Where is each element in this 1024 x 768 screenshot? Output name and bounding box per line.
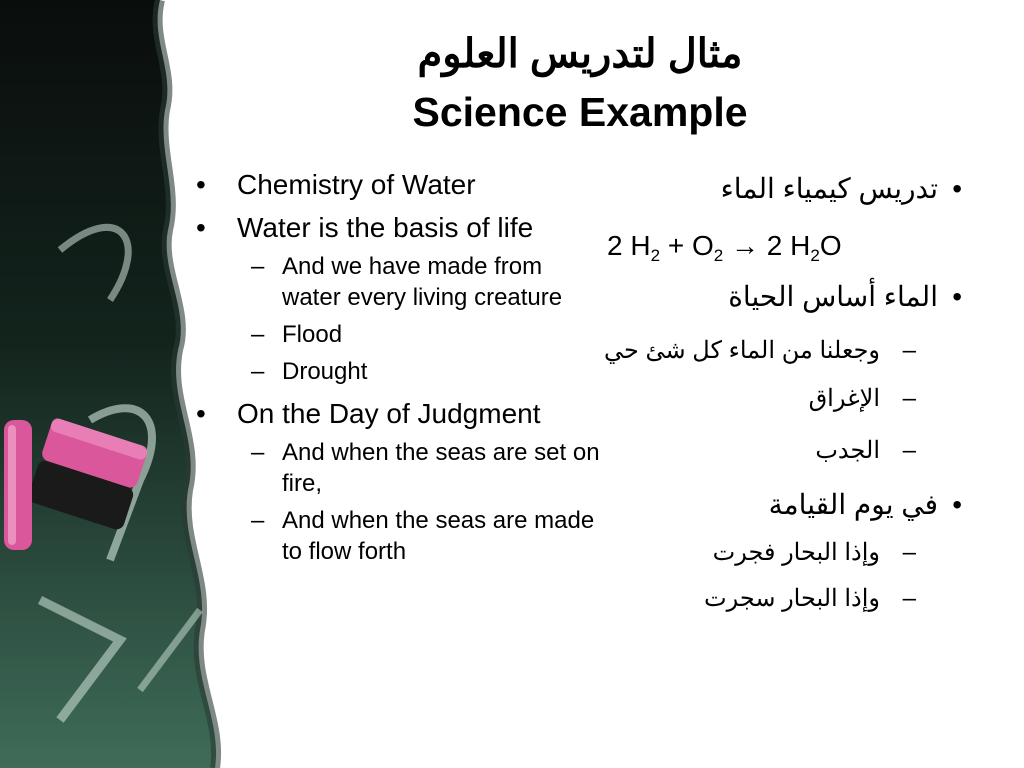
list-item: • Water is the basis of life xyxy=(196,209,601,246)
dash-icon: – xyxy=(902,585,916,612)
bullet-icon: • xyxy=(196,398,206,429)
bullet-icon: • xyxy=(196,169,206,200)
english-list xyxy=(196,166,601,567)
title-arabic: مثال لتدريس العلوم xyxy=(417,32,743,76)
sub-list-item: – الجدب xyxy=(815,437,916,464)
bullet-icon: • xyxy=(196,212,206,243)
list-item: • تدريس كيمياء الماء xyxy=(600,170,990,208)
sub-list-item: – وإذا البحار سجرت xyxy=(703,585,916,612)
sub-list-item: – الإغراق xyxy=(808,385,916,412)
dash-icon: – xyxy=(251,439,265,466)
list-item: • Chemistry of Water xyxy=(196,166,601,203)
sub-list-item: – And when the seas are set on fire, xyxy=(251,439,600,497)
sub-list-item: – وإذا البحار فجرت xyxy=(712,539,916,566)
dash-icon: – xyxy=(251,507,265,534)
dash-icon: – xyxy=(902,385,916,412)
list-item: • في يوم القيامة xyxy=(600,486,990,524)
sub-list-item: – And when the seas are made to flow forth xyxy=(251,507,595,565)
dash-icon: – xyxy=(251,253,265,280)
dash-icon: – xyxy=(902,437,916,464)
chemical-equation: 2 $H_2 + O_2 \to 2$ $H_2O$ xyxy=(607,230,842,265)
dash-icon: – xyxy=(902,539,916,566)
list-item: • On the Day of Judgment xyxy=(196,395,601,432)
bullet-icon: • xyxy=(952,489,962,520)
title-english: Science Example xyxy=(412,89,748,135)
dash-icon: – xyxy=(251,358,265,385)
dash-icon: – xyxy=(902,337,916,364)
bullet-icon: • xyxy=(952,281,962,312)
sub-list-item: – Flood xyxy=(251,321,343,348)
dash-icon: – xyxy=(251,321,265,348)
bullet-icon: • xyxy=(952,173,962,204)
sub-list-item: – وجعلنا من الماء كل شئ حي xyxy=(600,330,990,372)
sub-list-item: – Drought xyxy=(251,358,368,385)
sub-list-item: – And we have made from water every living creature xyxy=(251,253,563,311)
list-item: • الماء أساس الحياة xyxy=(600,278,990,316)
